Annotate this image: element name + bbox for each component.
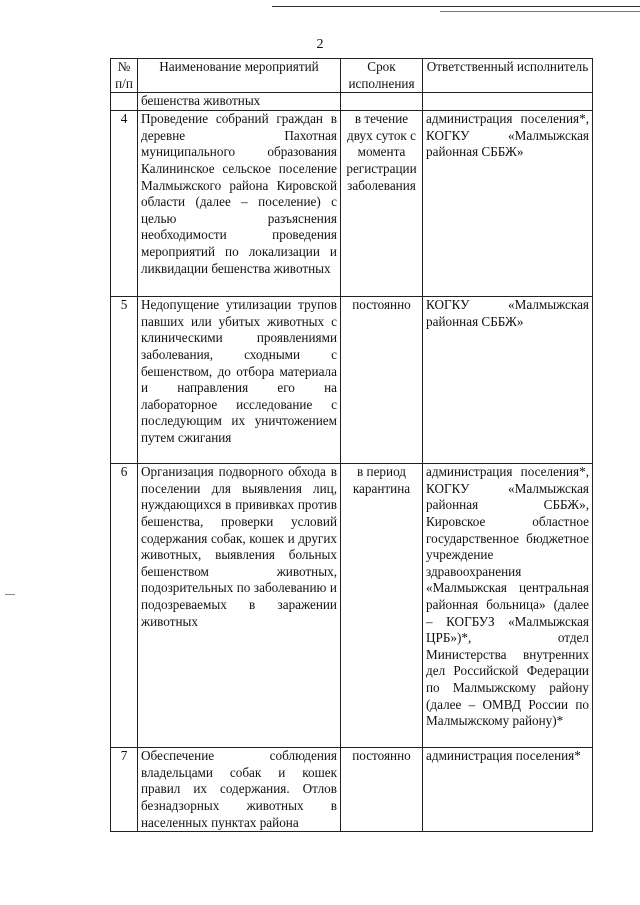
header-rule-thin [440,11,640,12]
cell-num: 5 [111,297,138,464]
cell-responsible: администрация поселения* [423,748,593,832]
cell-name: бешенства животных [138,93,341,111]
table-row [111,748,593,832]
table-row [111,464,593,748]
header-num: № п/п [111,59,138,93]
header-rule [272,6,640,7]
header-name: Наименование мероприятий [138,59,341,93]
header-responsible: Ответственный исполнитель [423,59,593,93]
cell-num: 6 [111,464,138,748]
header-term: Срок исполнения [341,59,423,93]
cell-name: Проведение собраний граждан в деревне Пахотная муниципального образования Калининское сельское поселение Малмыжского района Кировской области (далее – поселение) с целью разъяснения необходимости проведения мероприятий по локализации и ликвидации бешенства животных [138,111,341,297]
table-header-row [111,59,593,93]
table-row [111,297,593,464]
cell-responsible [423,93,593,111]
cell-name: Недопущение утилизации трупов павших или убитых животных с клиническими проявлениями заболевания, сходными с бешенством, до отбора материала и направления его на лабораторное исследование с последующим их уничтожением путем сжигания [138,297,341,464]
cell-term: постоянно [341,748,423,832]
cell-num: 7 [111,748,138,832]
cell-num [111,93,138,111]
table-row [111,111,593,297]
cell-responsible: администрация поселения*, КОГКУ «Малмыжская районная СББЖ», Кировское областное государственное бюджетное учреждение здравоохранения «Малмыжская центральная районная больница» (далее – КОГБУЗ «Малмыжская ЦРБ»)*, отдел Министерства внутренних дел Российской Федерации по Малмыжскому району (далее – ОМВД России по Малмыжскому району)* [423,464,593,748]
cell-responsible: администрация поселения*, КОГКУ «Малмыжская районная СББЖ» [423,111,593,297]
cell-term: в период карантина [341,464,423,748]
cell-responsible: КОГКУ «Малмыжская районная СББЖ» [423,297,593,464]
cell-term: постоянно [341,297,423,464]
measures-table [110,58,593,832]
page-number: 2 [316,37,324,52]
cell-term [341,93,423,111]
table-row-continuation [111,93,593,111]
cell-term: в течение двух суток с момента регистрации заболевания [341,111,423,297]
cell-name: Обеспечение соблюдения владельцами собак и кошек правил их содержания. Отлов безнадзорных животных в населенных пунктах района [138,748,341,832]
margin-mark [5,594,15,595]
cell-num: 4 [111,111,138,297]
cell-name: Организация подворного обхода в поселении для выявления лиц, нуждающихся в прививках против бешенства, проверки условий содержания собак, кошек и других животных, выявления больных бешенством животных, подозрительных по заболеванию и подозреваемых в заражении животных [138,464,341,748]
